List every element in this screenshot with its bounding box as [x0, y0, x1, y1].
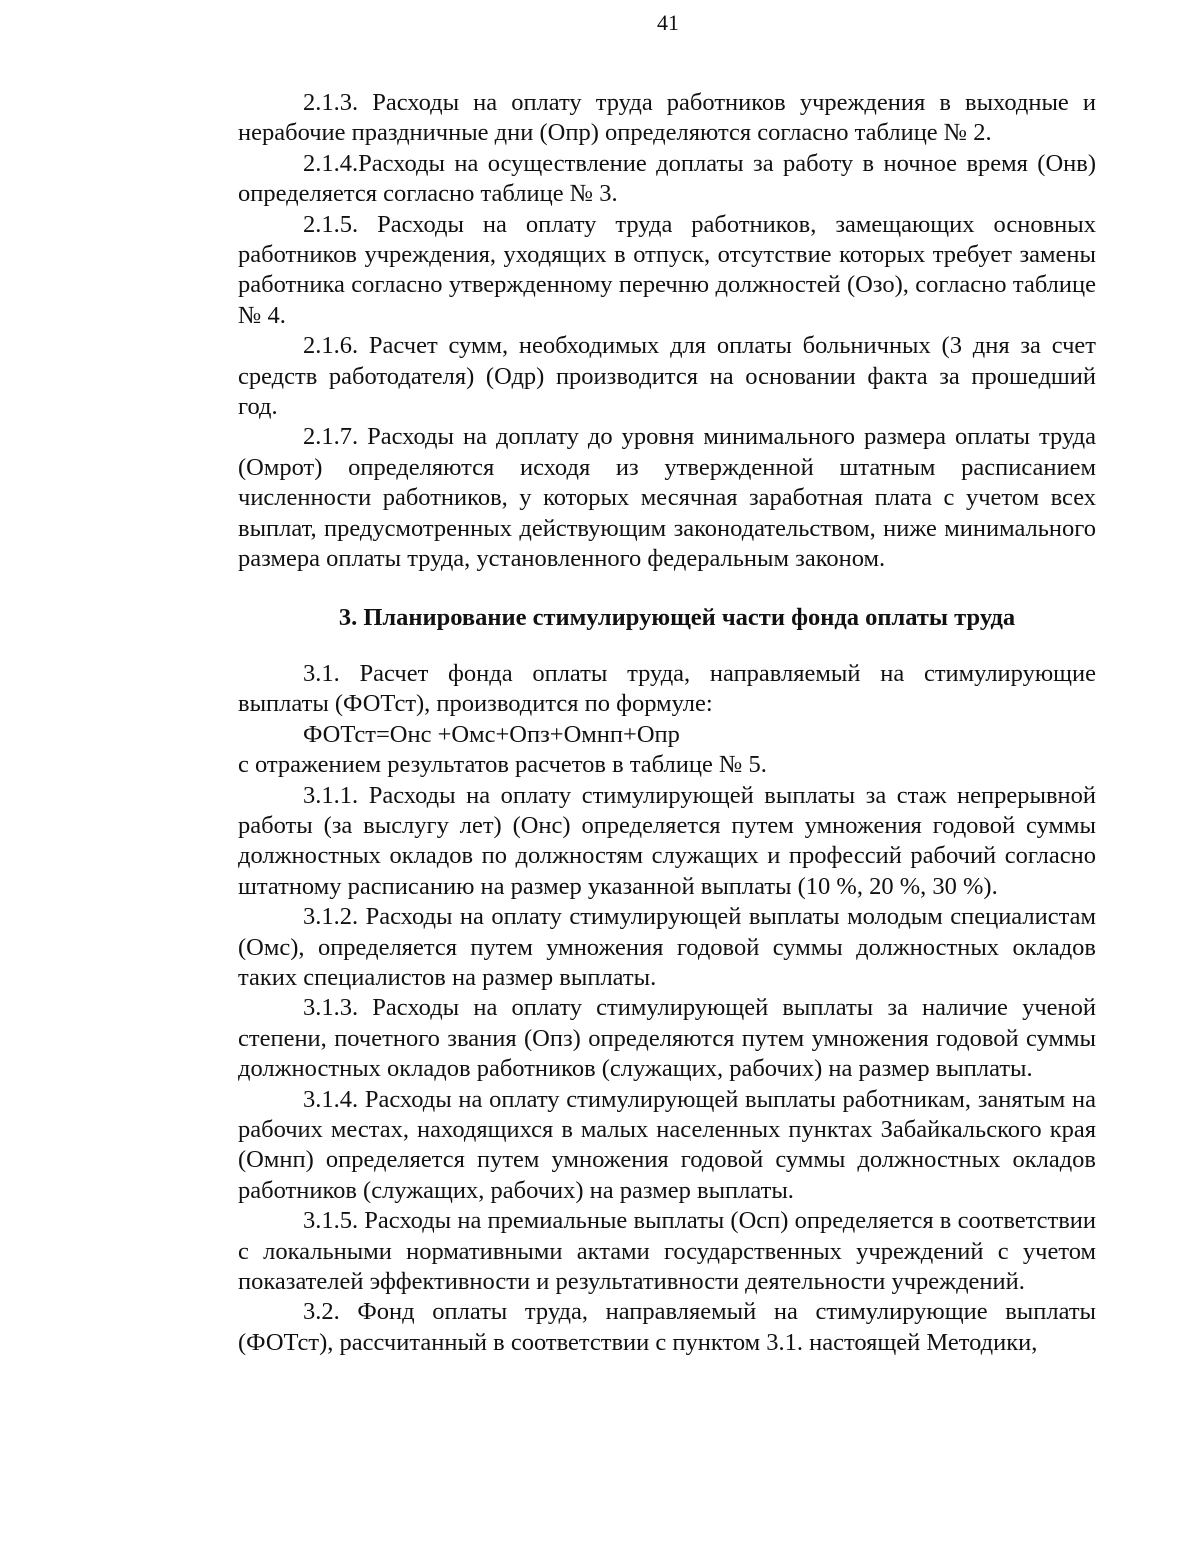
paragraph-3-1-2: 3.1.2. Расходы на оплату стимулирующей выплаты молодым специалистам (Омс), определяется путем умножения годовой суммы должностных окладов таких специалистов на размер выплаты. — [238, 903, 1096, 991]
paragraph-3-1-1: 3.1.1. Расходы на оплату стимулирующей выплаты за стаж непрерывной работы (за выслугу лет) (Онс) определяется путем умножения годовой суммы должностных окладов по должностям служащих и профессий рабочий согласно штатному расписанию на размер указанной выплаты (10 %, 20 %, 30 %). — [238, 781, 1096, 900]
spacer — [238, 575, 1096, 603]
paragraph-3-1-5: 3.1.5. Расходы на премиальные выплаты (Осп) определяется в соответствии с локальными нормативными актами государственных учреждений с учетом показателей эффективности и результативности деятельности учреждений. — [238, 1207, 1096, 1296]
page-number: 41 — [657, 10, 679, 35]
paragraph-2-1-5: 2.1.5. Расходы на оплату труда работников, замещающих основных работников учреждения, уходящих в отпуск, отсутствие которых требует замены работника согласно утвержденному перечню должностей (Озо), согласно таблице № 4. — [238, 210, 1096, 329]
paragraph-3-1: 3.1. Расчет фонда оплаты труда, направляемый на стимулирующие выплаты (ФОТст), производится по формуле: — [238, 659, 1096, 718]
document-body — [238, 88, 1096, 1358]
formula: ФОТст=Онс +Омс+Опз+Омнп+Опр — [303, 720, 680, 748]
formula-note: с отражением результатов расчетов в таблице № 5. — [238, 751, 767, 779]
paragraph-2-1-4: 2.1.4.Расходы на осуществление доплаты за работу в ночное время (Онв) определяется согласно таблице № 3. — [238, 149, 1096, 208]
paragraph-3-1-3: 3.1.3. Расходы на оплату стимулирующей выплаты за наличие ученой степени, почетного звания (Опз) определяются путем умножения годовой суммы должностных окладов работников (служащих, рабочих) на размер выплаты. — [238, 994, 1096, 1083]
paragraph-2-1-3: 2.1.3. Расходы на оплату труда работников учреждения в выходные и нерабочие праздничные дни (Опр) определяются согласно таблице № 2. — [238, 89, 1096, 147]
section-heading: 3. Планирование стимулирующей части фонда оплаты труда — [338, 603, 1016, 631]
paragraph-2-1-6: 2.1.6. Расчет сумм, необходимых для оплаты больничных (3 дня за счет средств работодателя) (Одр) производится на основании факта за прошедший год. — [238, 332, 1096, 421]
paragraph-3-2: 3.2. Фонд оплаты труда, направляемый на стимулирующие выплаты (ФОТст), рассчитанный в соответствии с пунктом 3.1. настоящей Методики, — [238, 1298, 1096, 1356]
paragraph-3-1-4: 3.1.4. Расходы на оплату стимулирующей выплаты работникам, занятым на рабочих местах, находящихся в малых населенных пунктах Забайкальского края (Омнп) определяется путем умножения годовой суммы должностных окладов работников (служащих, рабочих) на размер выплаты. — [238, 1085, 1096, 1204]
paragraph-2-1-7: 2.1.7. Расходы на доплату до уровня минимального размера оплаты труда (Омрот) определяются исходя из утвержденной штатным расписанием численности работников, у которых месячная заработная плата с учетом всех выплат, предусмотренных действующим законодательством, ниже минимального размера оплаты труда, установленного федеральным законом. — [238, 423, 1096, 573]
spacer — [238, 633, 1096, 659]
